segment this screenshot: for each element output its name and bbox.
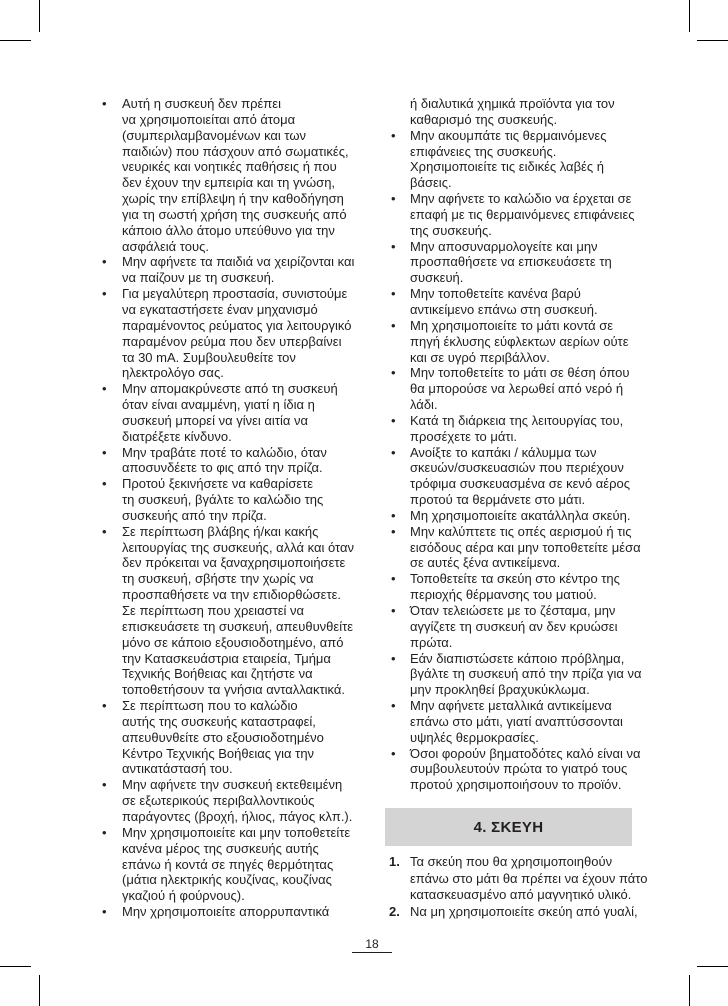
text-line: υψηλές θερμοκρασίες.: [410, 729, 539, 745]
text-line: Τοποθετείτε τα σκεύη στο κέντρο της: [410, 571, 620, 587]
bullet-icon: •: [391, 698, 396, 714]
bullet-text: [410, 365, 653, 413]
text-line: Μην απομακρύνεστε από τη συσκευή: [122, 381, 338, 397]
text-line: Μην χρησιμοποιείτε απορρυπαντικά: [122, 904, 330, 920]
text-line: επιφάνειες της συσκευής.: [410, 143, 557, 159]
text-line: αγγίζετε τη συσκευή αν δεν κρυώσει: [410, 618, 618, 634]
bullet-icon: •: [391, 650, 396, 666]
text-line: δεν έχουν την εμπειρία και τη γνώση,: [122, 175, 336, 191]
text-line: τη συσκευή, βγάλτε το καλώδιο της: [122, 492, 324, 508]
bullet-text: [410, 318, 653, 366]
text-line: βάσεις.: [410, 175, 452, 191]
text-line: Μην χρησιμοποιείτε και μην τοποθετείτε: [122, 824, 351, 840]
bullet-text: [122, 445, 364, 477]
bullet-item: [102, 445, 364, 477]
text-line: Χρησιμοποιείτε τις ειδικές λαβές ή: [410, 159, 604, 175]
bullet-text: [410, 286, 653, 318]
text-line: κατασκευασμένο από μαγνητικό υλικό.: [410, 887, 632, 903]
bullet-text: [122, 476, 364, 524]
text-line: σε αυτές ξένα αντικείμενα.: [410, 555, 561, 571]
bullet-icon: •: [102, 698, 107, 714]
text-line: προτού χρησιμοποιήσουν το προϊόν.: [410, 777, 622, 793]
text-line: Για μεγαλύτερη προστασία, συνιστούμε: [122, 286, 348, 302]
bullet-item: [391, 286, 653, 318]
bullet-item: [391, 318, 653, 366]
bullet-item: [102, 825, 364, 904]
numbered-item-text: [410, 904, 651, 921]
crop-mark-bottom-left-vertical: [39, 975, 40, 1006]
text-line: μόνο σε κάποιο εξουσιοδοτημένο, από: [122, 634, 344, 650]
text-line: απευθυνθείτε στο εξουσιοδοτημένο: [122, 729, 324, 745]
text-line: ασφάλειά τους.: [122, 238, 209, 254]
crop-mark-top-left-vertical: [39, 0, 40, 32]
crop-mark-bottom-right-vertical: [689, 975, 690, 1006]
text-line: για τη σωστή χρήση της συσκευής από: [122, 206, 347, 222]
text-line: να χρησιμοποιείται από άτομα: [122, 111, 296, 127]
bullet-item: [391, 508, 653, 524]
bullet-item: [102, 381, 364, 444]
text-line: Μην αφήνετε το καλώδιο να έρχεται σε: [410, 191, 632, 207]
text-line: συσκευή μπορεί να γίνει αιτία να: [122, 412, 308, 428]
text-line: Μην αποσυναρμολογείτε και μην: [410, 238, 598, 254]
bullet-text: [122, 904, 364, 920]
text-line: Τα σκεύη που θα χρησιμοποιηθούν: [410, 854, 613, 869]
bullet-item: [102, 476, 364, 524]
continued-paragraph: [391, 96, 653, 128]
text-line: Εάν διαπιστώσετε κάποιο πρόβλημα,: [410, 650, 625, 666]
text-line: επάνω ή κοντά σε πηγές θερμότητας: [122, 856, 334, 872]
text-line: προσπαθήσετε να επισκευάσετε τη: [410, 254, 612, 270]
text-line: Προτού ξεκινήσετε να καθαρίσετε: [122, 476, 314, 492]
item-number: 1.: [389, 854, 400, 869]
bullet-icon: •: [391, 444, 396, 460]
text-line: Μη χρησιμοποιείτε ακατάλληλα σκεύη.: [410, 507, 631, 523]
bullet-icon: •: [391, 523, 396, 539]
bullet-icon: •: [102, 444, 107, 460]
bullet-icon: •: [391, 365, 396, 381]
bullet-text: [410, 603, 653, 651]
bullet-item: [391, 128, 653, 191]
text-line: αντικατάστασή του.: [122, 761, 233, 777]
text-line: Μην τοποθετείτε το μάτι σε θέση όπου: [410, 365, 630, 381]
bullet-icon: •: [391, 127, 396, 143]
bullet-text: [410, 571, 653, 603]
text-line: ή διαλυτικά χημικά προϊόντα για τον: [410, 96, 615, 111]
bullet-text: [410, 524, 653, 572]
text-line: Μην ακουμπάτε τις θερμαινόμενες: [410, 127, 607, 143]
bullet-icon: •: [102, 824, 107, 840]
text-line: λειτουργίας της συσκευής, αλλά και όταν: [122, 539, 354, 555]
text-line: επισκευάσετε τη συσκευή, απευθυνθείτε: [122, 618, 354, 634]
text-line: Μην αφήνετε τα παιδιά να χειρίζονται και: [122, 254, 355, 270]
text-line: επαφή με τις θερμαινόμενες επιφάνειες: [410, 206, 635, 222]
bullet-icon: •: [391, 412, 396, 428]
bullet-text: [410, 128, 653, 191]
text-line: της συσκευής.: [410, 222, 492, 238]
bullet-text: [122, 286, 364, 381]
text-line: συμβουλευτούν πρώτα το γιατρό τους: [410, 761, 628, 777]
text-line: και σε υγρό περιβάλλον.: [410, 349, 550, 365]
numbered-item-text: [410, 854, 651, 904]
bullet-text: [122, 381, 364, 444]
bullet-icon: •: [102, 254, 107, 270]
bullet-item: [102, 904, 364, 920]
bullet-item: [391, 651, 653, 699]
bullet-text: [410, 651, 653, 699]
text-line: νευρικές και νοητικές παθήσεις ή που: [122, 159, 337, 175]
bullet-icon: •: [391, 507, 396, 523]
bullet-item: [391, 365, 653, 413]
text-line: να παίζουν με τη συσκευή.: [122, 270, 275, 286]
text-line: τα 30 mA. Συμβουλευθείτε τον: [122, 349, 296, 365]
bullet-text: [410, 746, 653, 794]
text-line: Μην τραβάτε ποτέ το καλώδιο, όταν: [122, 444, 327, 460]
text-line: Σε περίπτωση που χρειαστεί να: [122, 603, 305, 618]
text-line: Ανοίξτε το καπάκι / κάλυμμα των: [410, 444, 597, 460]
right-column: [391, 96, 653, 793]
text-line: (συμπεριλαμβανομένων και των: [122, 127, 307, 143]
bullet-item: [102, 698, 364, 777]
bullet-icon: •: [102, 286, 107, 302]
bullet-text: [410, 239, 653, 287]
numbered-item: [389, 854, 651, 904]
bullet-item: [102, 777, 364, 825]
text-line: σε εξωτερικούς περιβαλλοντικούς: [122, 793, 315, 809]
text-line: όταν είναι αναμμένη, γιατί η ίδια η: [122, 397, 315, 413]
bullet-item: [102, 96, 364, 254]
right-bullet-list: [391, 128, 653, 793]
text-line: προσπαθήσετε να την επιδιορθώσετε.: [122, 587, 341, 603]
text-line: συσκευής από την πρίζα.: [122, 507, 267, 523]
text-line: παιδιών) που πάσχουν από σωματικές,: [122, 143, 349, 159]
text-line: Σε περίπτωση βλάβης ή/και κακής: [122, 523, 319, 539]
text-line: Σε περίπτωση που το καλώδιο: [122, 698, 298, 714]
bullet-item: [391, 698, 653, 746]
text-line: κάποιο άλλο άτομο υπεύθυνο για την: [122, 222, 335, 238]
text-line: τρόφιμα συσκευασμένα σε κενό αέρος: [410, 476, 630, 492]
bullet-item: [102, 286, 364, 381]
text-line: λάδι.: [410, 397, 438, 413]
text-line: πρώτα.: [410, 634, 453, 650]
bullet-text: [122, 524, 364, 698]
text-line: Κέντρο Τεχνικής Βοήθειας για την: [122, 745, 315, 761]
crop-mark-top-right-vertical: [689, 0, 690, 32]
text-line: Κατά τη διάρκεια της λειτουργίας του,: [410, 412, 624, 428]
text-line: βγάλτε τη συσκευή από την πρίζα για να: [410, 666, 642, 682]
text-line: μην προκληθεί βραχυκύκλωμα.: [410, 682, 590, 698]
bullet-text: [122, 254, 364, 286]
text-line: γκαζιού ή φούρνους).: [122, 888, 245, 904]
text-line: παραμένον ρεύμα που δεν υπερβαίνει: [122, 333, 342, 349]
section-heading-text: 4. ΣΚΕΥΗ: [473, 818, 544, 836]
bullet-text: [410, 191, 653, 239]
crop-mark-bottom-left-horizontal: [0, 966, 31, 967]
text-line: Μην τοποθετείτε κανένα βαρύ: [410, 286, 581, 302]
bullet-icon: •: [102, 476, 107, 492]
text-line: προσέχετε το μάτι.: [410, 428, 518, 444]
bullet-item: [391, 413, 653, 445]
text-line: παράγοντες (βροχή, ήλιος, πάγος κλπ.).: [122, 808, 353, 824]
section-heading: [385, 808, 632, 846]
bullet-item: [391, 524, 653, 572]
text-line: πηγή έκλυσης εύφλεκτων αερίων ούτε: [410, 333, 629, 349]
text-line: επάνω στο μάτι θα πρέπει να έχουν πάτο: [410, 870, 648, 886]
text-line: συσκευή.: [410, 270, 464, 286]
text-line: να εγκαταστήσετε έναν μηχανισμό: [122, 301, 318, 317]
text-line: κανένα μέρος της συσκευής αυτής: [122, 840, 319, 856]
text-line: επάνω στο μάτι, γιατί αναπτύσσονται: [410, 713, 623, 729]
text-line: παραμένοντος ρεύματος για λειτουργικό: [122, 317, 352, 333]
item-number: 2.: [389, 903, 400, 919]
text-line: την Κατασκευάστρια εταιρεία, Τμήμα: [122, 650, 331, 666]
text-line: χωρίς την επίβλεψη ή την καθοδήγηση: [122, 191, 344, 207]
bullet-text: [122, 698, 364, 777]
text-line: Να μη χρησιμοποιείτε σκεύη από γυαλί,: [410, 903, 638, 919]
crop-mark-top-left-horizontal: [0, 40, 31, 41]
bullet-item: [391, 239, 653, 287]
numbered-list: [389, 854, 651, 920]
text-line: σκευών/συσκευασιών που περιέχουν: [410, 460, 624, 476]
text-line: αυτής της συσκευής καταστραφεί,: [122, 713, 316, 729]
text-line: τοποθετήσουν τα γνήσια ανταλλακτικά.: [122, 682, 346, 698]
text-line: Τεχνικής Βοήθειας και ζητήστε να: [122, 666, 313, 682]
bullet-text: [410, 698, 653, 746]
bullet-text: [122, 777, 364, 825]
bullet-text: [410, 508, 653, 524]
bullet-icon: •: [102, 96, 107, 111]
bullet-icon: •: [102, 777, 107, 793]
bullet-icon: •: [391, 571, 396, 587]
text-line: Όταν τελειώσετε με το ζέσταμα, μην: [410, 603, 616, 618]
numbered-item: [389, 904, 651, 921]
bullet-icon: •: [391, 238, 396, 254]
text-line: Μη χρησιμοποιείτε το μάτι κοντά σε: [410, 317, 614, 333]
crop-mark-bottom-right-horizontal: [697, 966, 728, 967]
text-line: Μην αφήνετε την συσκευή εκτεθειμένη: [122, 777, 343, 793]
text-line: καθαρισμό της συσκευής.: [410, 111, 558, 127]
bullet-icon: •: [391, 603, 396, 618]
bullet-item: [102, 524, 364, 698]
bullet-text: [122, 825, 364, 904]
text-line: Αυτή η συσκευή δεν πρέπει: [122, 96, 281, 111]
bullet-icon: •: [391, 191, 396, 207]
text-line: (μάτια ηλεκτρικής κουζίνας, κουζίνας: [122, 872, 332, 888]
bullet-icon: •: [102, 904, 107, 920]
bullet-text: [410, 413, 653, 445]
bullet-item: [391, 571, 653, 603]
bullet-item: [391, 191, 653, 239]
text-line: θα μπορούσε να λερωθεί από νερό ή: [410, 381, 624, 397]
text-line: τη συσκευή, σβήστε την χωρίς να: [122, 571, 314, 587]
text-line: περιοχής θέρμανσης του ματιού.: [410, 587, 597, 603]
page-number: 18: [352, 937, 392, 953]
text-line: Μην αφήνετε μεταλλικά αντικείμενα: [410, 698, 612, 714]
bullet-icon: •: [102, 523, 107, 539]
text-line: προτού τα θερμάνετε στο μάτι.: [410, 492, 586, 508]
bullet-icon: •: [391, 745, 396, 761]
bullet-item: [391, 603, 653, 651]
bullet-item: [391, 746, 653, 794]
text-line: εισόδους αέρα και μην τοποθετείτε μέσα: [410, 539, 641, 555]
text-line: ηλεκτρολόγο σας.: [122, 365, 224, 381]
text-line: Μην καλύπτετε τις οπές αερισμού ή τις: [410, 523, 632, 539]
bullet-icon: •: [102, 381, 107, 397]
bullet-text: [122, 96, 364, 254]
crop-mark-top-right-horizontal: [697, 40, 728, 41]
text-line: δεν πρόκειται να ξαναχρησιμοποιήσετε: [122, 555, 346, 571]
bullet-text: [410, 445, 653, 508]
bullet-item: [102, 254, 364, 286]
bullet-item: [391, 445, 653, 508]
text-line: αντικείμενο επάνω στη συσκευή.: [410, 301, 598, 317]
left-column: [102, 96, 364, 920]
text-line: διατρέξετε κίνδυνο.: [122, 428, 232, 444]
text-line: Όσοι φορούν βηματοδότες καλό είναι να: [410, 745, 641, 761]
bullet-icon: •: [391, 317, 396, 333]
bullet-icon: •: [391, 286, 396, 302]
text-line: αποσυνδέετε το φις από την πρίζα.: [122, 460, 323, 476]
